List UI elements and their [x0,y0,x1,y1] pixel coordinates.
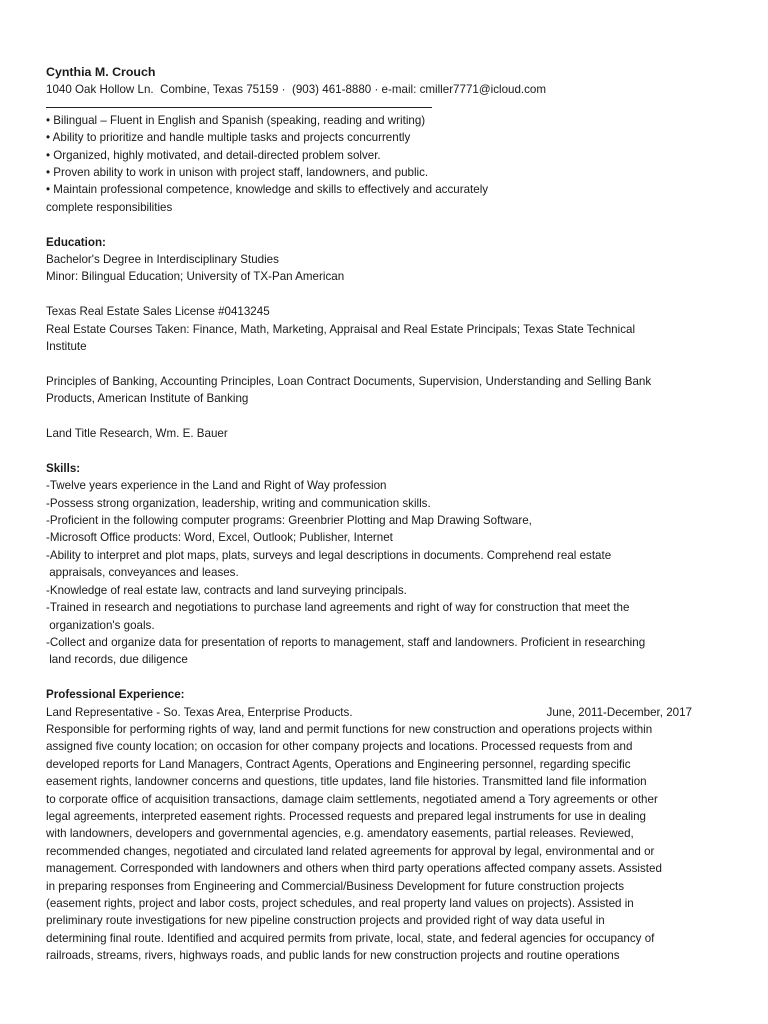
spacer [46,442,726,459]
job-description-line: (easement rights, project and labor costs, project schedules, and real property land values on projects). Assisted in [46,897,634,910]
skill-line: land records, due diligence [46,653,188,667]
skills-heading: Skills: [46,461,81,475]
skill-line: -Proficient in the following computer programs: Greenbrier Plotting and Map Drawing Software, [46,514,532,528]
experience-section [46,686,726,965]
job-description-line: preliminary route investigations for new pipeline construction projects and provided right of way data useful in [46,914,605,928]
skill-line: organization's goals. [46,618,155,632]
contact-line: 1040 Oak Hollow Ln. Combine, Texas 75159 · (903) 461-8880 · e-mail: cmiller7771@icloud.com [46,83,547,97]
resume-document [46,64,726,965]
job-title: Land Representative - So. Texas Area, Enterprise Products. [46,705,353,719]
summary-item: • Ability to prioritize and handle multiple tasks and projects concurrently [46,131,411,145]
spacer [46,408,726,425]
education-heading: Education: [46,235,106,249]
education-banking: Principles of Banking, Accounting Principles, Loan Contract Documents, Supervision, Understanding and Selling Bank [46,374,652,388]
job-dates: June, 2011-December, 2017 [546,705,692,719]
summary-item: • Bilingual – Fluent in English and Spanish (speaking, reading and writing) [46,113,426,127]
education-minor: Minor: Bilingual Education; University of TX-Pan American [46,270,345,284]
header-divider [46,99,432,108]
spacer [46,216,726,233]
skill-line: appraisals, conveyances and leases. [46,566,239,580]
skills-section [46,460,726,669]
spacer [46,669,726,686]
job-description-line: determining final route. Identified and acquired permits from private, local, state, and federal agencies for occupancy of [46,931,655,945]
job-description-line: easement rights, landowner concerns and questions, title updates, land file histories. Transmitted land file information [46,775,647,789]
job-description [46,721,726,965]
summary-item: • Proven ability to work in unison with project staff, landowners, and public. [46,166,429,180]
summary-item: • Maintain professional competence, knowledge and skills to effectively and accurately [46,183,489,197]
education-courses: Real Estate Courses Taken: Finance, Math, Marketing, Appraisal and Real Estate Principals; Texas State Technical [46,322,636,336]
education-banking: Products, American Institute of Banking [46,392,249,406]
education-license: Texas Real Estate Sales License #0413245 [46,305,270,319]
applicant-name: Cynthia M. Crouch [46,65,156,79]
education-courses: Institute [46,340,87,354]
job-description-line: recommended changes, negotiated and circulated land related agreements for approval by legal, environmental and or [46,844,655,858]
education-section [46,234,726,443]
skill-line: -Collect and organize data for presentation of reports to management, staff and landowners. Proficient in researching [46,635,646,649]
skill-line: -Twelve years experience in the Land and Right of Way profession [46,479,387,493]
summary-item: • Organized, highly motivated, and detail-directed problem solver. [46,148,381,162]
job-description-line: assigned five county location; on occasion for other company projects and locations. Processed requests from and [46,740,633,754]
skill-line: -Possess strong organization, leadership, writing and communication skills. [46,496,431,510]
spacer [46,355,726,372]
experience-heading: Professional Experience: [46,688,185,702]
education-title-research: Land Title Research, Wm. E. Bauer [46,427,228,441]
job-description-line: management. Corresponded with landowners and others when third party operations affected company assets. Assisted [46,862,662,876]
skill-line: -Ability to interpret and plot maps, plats, surveys and legal descriptions in documents. Comprehend real estate [46,548,612,562]
summary-item: complete responsibilities [46,200,173,214]
skill-line: -Trained in research and negotiations to purchase land agreements and right of way for construction that meet the [46,601,630,615]
summary-list [46,112,726,216]
job-description-line: developed reports for Land Managers, Contract Agents, Operations and Engineering personnel, regarding specific [46,757,631,771]
job-description-line: with landowners, developers and governmental agencies, e.g. amendatory easements, partial releases. Reviewed, [46,827,634,841]
job-description-line: legal agreements, interpreted easement rights. Processed requests and prepared legal instruments for use in dealing [46,809,646,823]
job-description-line: Responsible for performing rights of way, land and permit functions for new construction and operations projects within [46,722,653,736]
education-degree: Bachelor's Degree in Interdisciplinary Studies [46,253,279,267]
skill-line: -Knowledge of real estate law, contracts and land surveying principals. [46,583,407,597]
spacer [46,286,726,303]
job-header [46,704,692,721]
job-description-line: railroads, streams, rivers, highways roads, and public lands for new construction projects and routine operations [46,949,620,963]
job-description-line: in preparing responses from Engineering and Commercial/Business Development for future construction projects [46,879,625,893]
job-description-line: to corporate office of acquisition transactions, damage claim settlements, negotiated amend a Tory agreements or other [46,792,658,806]
skill-line: -Microsoft Office products: Word, Excel, Outlook; Publisher, Internet [46,531,393,545]
